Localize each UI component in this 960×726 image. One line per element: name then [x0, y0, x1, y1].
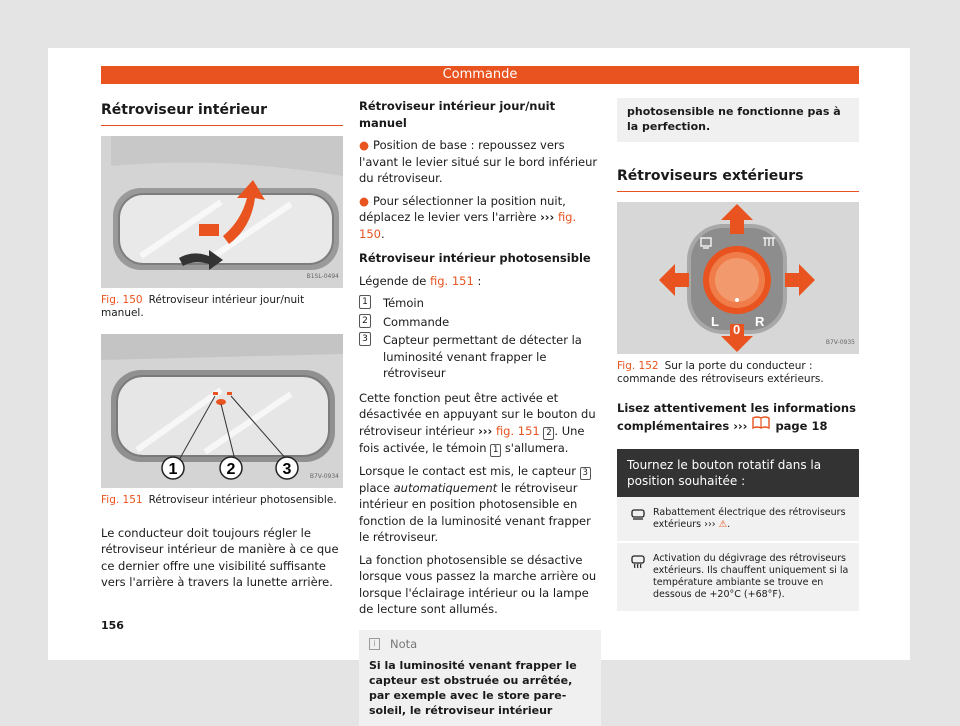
figure-code: B7V-0934: [310, 469, 339, 486]
figure-150-image: [101, 136, 343, 288]
mirror-fold-icon: [623, 507, 653, 531]
note-continuation: photosensible ne fonctionne pas à la perfection.: [617, 98, 859, 142]
figure-code: B1SL-0494: [307, 269, 339, 286]
figure-150-caption-text: Rétroviseur intérieur jour/nuit manuel.: [101, 294, 304, 319]
figure-152-caption-text: Sur la porte du conducteur : commande des rétroviseurs extérieurs.: [617, 360, 824, 385]
callout-2: 2: [227, 461, 236, 478]
fig-151-link[interactable]: fig. 151: [430, 274, 474, 288]
figure-152-label: Fig. 152: [617, 360, 659, 372]
figure-151-caption: [101, 494, 343, 507]
read-more-reference: Lisez attentivement les informations complémentaires ››› page 18: [617, 400, 859, 435]
manual-mirror-title: Rétroviseur intérieur jour/nuit manuel: [359, 98, 601, 131]
figure-151-caption-text: Rétroviseur intérieur photosensible.: [149, 494, 337, 506]
figure-152-caption: [617, 360, 859, 386]
callout-1: 1: [169, 461, 178, 478]
fig-150-link[interactable]: fig. 150: [359, 210, 576, 241]
rotary-knob-table: [617, 449, 859, 611]
legend-item: 3 Capteur permettant de détecter la luminosité venant frapper le rétroviseur: [359, 332, 601, 382]
callout-3: 3: [283, 461, 292, 478]
figure-151-label: Fig. 151: [101, 494, 143, 506]
table-row: [617, 497, 859, 541]
figure-code: B7V-0935: [826, 335, 855, 352]
defrost-icon: [623, 553, 653, 601]
figure-150-caption: [101, 294, 343, 320]
bullet-base-position: ● Position de base : repoussez vers l'avant le levier situé sur le bord inférieur du rétroviseur.: [359, 137, 601, 187]
table-row: [617, 541, 859, 611]
row-fold-text: Rabattement électrique des rétroviseurs extérieurs ››› ⚠.: [653, 507, 853, 531]
figure-150-label: Fig. 150: [101, 294, 143, 306]
knob-label-off: 0: [733, 322, 740, 337]
section-title-exterior-mirrors: Rétroviseurs extérieurs: [617, 164, 859, 192]
photosensitive-title: Rétroviseur intérieur photosensible: [359, 250, 601, 267]
activation-paragraph: Cette fonction peut être activée et désactivée en appuyant sur le bouton du rétroviseur intérieur ››› fig. 151 2 . Une fois activée, le témoin 1 s'allumera.: [359, 390, 601, 457]
legend-intro: Légende de fig. 151 :: [359, 273, 601, 290]
manual-mirror-illustration: [101, 136, 343, 288]
book-warning-icon: [751, 416, 771, 430]
page-number: 156: [101, 619, 124, 632]
row-defrost-text: Activation du dégivrage des rétroviseurs extérieurs. Ils chauffent uniquement si la température ambiante se trouve en dessous de +20°C (+68°F).: [653, 553, 853, 601]
info-icon: i: [369, 638, 380, 650]
note-box: [359, 630, 601, 726]
fig-151-link-2[interactable]: fig. 151: [496, 424, 540, 438]
bullet-night-position: ● Pour sélectionner la position nuit, déplacez le levier vers l'arrière ››› fig. 150.: [359, 193, 601, 243]
photosensitive-mirror-illustration: [101, 334, 343, 488]
note-text: Si la luminosité venant frapper le capteur est obstruée ou arrêtée, par exemple avec le store pare-soleil, le rétroviseur intérieur: [369, 658, 591, 718]
column-middle: [359, 98, 601, 726]
mirror-control-knob-illustration: [617, 202, 859, 354]
section-title-interior-mirror: Rétroviseur intérieur: [101, 98, 343, 126]
sensor-paragraph: Lorsque le contact est mis, le capteur 3 place automatiquement le rétroviseur intérieur en position photosensible en fonction de la luminosité venant frapper le rétroviseur.: [359, 463, 601, 546]
column-right: [617, 98, 859, 611]
column-left: [101, 98, 343, 591]
knob-label-right: R: [755, 314, 765, 329]
deactivation-paragraph: La fonction photosensible se désactive lorsque vous passez la marche arrière ou lorsque l'éclairage intérieur ou la lampe de lecture sont allumés.: [359, 552, 601, 618]
figure-151-image: [101, 334, 343, 488]
figure-152-image: [617, 202, 859, 354]
note-header: i Nota: [369, 630, 591, 659]
knob-label-left: L: [711, 314, 719, 329]
intro-paragraph: Le conducteur doit toujours régler le rétroviseur intérieur de manière à ce que ce dernier offre une visibilité suffisante vers l'arrière à travers la lunette arrière.: [101, 525, 343, 591]
chapter-header: Commande: [101, 66, 859, 84]
warning-triangle-icon: ⚠: [719, 519, 728, 530]
table-header: Tournez le bouton rotatif dans la position souhaitée :: [617, 449, 859, 497]
page-18-link[interactable]: page 18: [775, 419, 827, 433]
legend-item: 1 Témoin: [359, 295, 601, 312]
legend-item: 2 Commande: [359, 314, 601, 331]
